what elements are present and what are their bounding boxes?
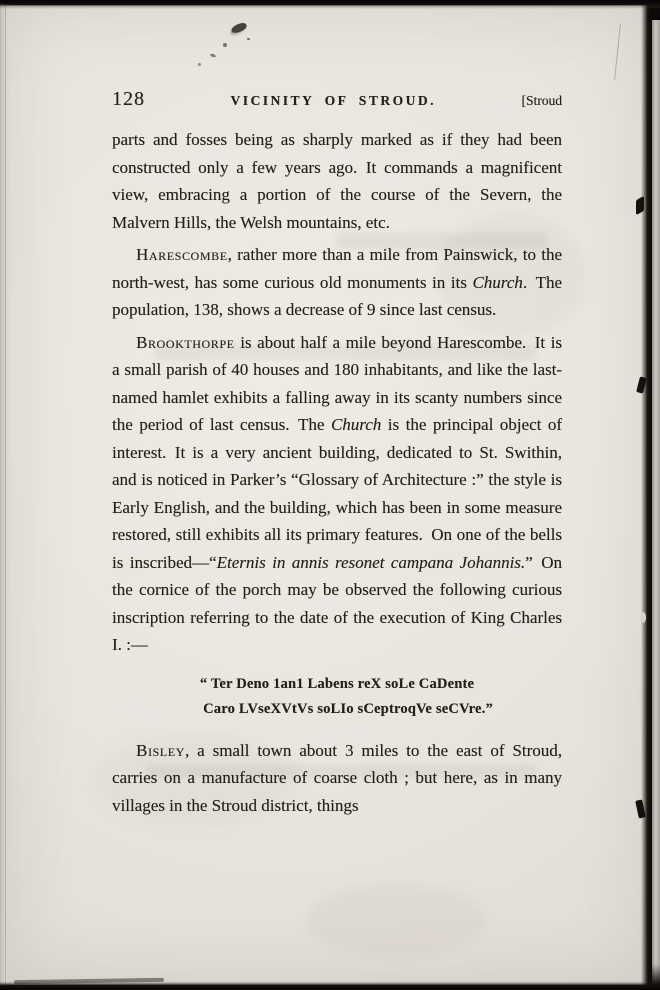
paragraph xyxy=(112,737,562,820)
text-run: . The population, 138, shows a decrease of 9 since last census. xyxy=(112,272,562,319)
text-run: Brookthorpe xyxy=(136,332,235,352)
text-run: Church xyxy=(330,415,382,434)
running-title: VICINITY OF STROUD. xyxy=(230,93,436,108)
text-run: Harescombe xyxy=(136,245,228,264)
inscription-line: Caro LVseXVtVs soLIo sCeptroqVe seCVre.” xyxy=(203,700,493,717)
paper-stain xyxy=(306,885,486,955)
top-scan-border xyxy=(0,0,660,9)
inscription-line: “ Ter Deno 1an1 Labens reX soLe CaDente xyxy=(199,675,475,692)
inscription-block xyxy=(112,672,562,722)
text-body xyxy=(112,126,562,819)
text-run: , a small town about 3 miles to the east of Stroud, carries on a manufacture of coarse cloth ; but here, as in many villages in the Stroud district, things xyxy=(112,740,562,815)
text-run: Bisley xyxy=(136,740,185,760)
text-run: , rather more than a mile from Painswick, to the north-west, has some curious old monuments in its xyxy=(112,245,562,292)
paragraph xyxy=(112,241,562,324)
text-run: is the principal object of interest. It is a very ancient building, dedicated to St. Swithin, and is noticed in Parker’s “Glossary of Architecture :” the style is Early English, and the building, which has been in some measure restored, still exhibits all its primary features. On one of the bells is inscribed—“ xyxy=(112,415,563,572)
page-edge-gap xyxy=(641,612,646,623)
page-header xyxy=(112,88,562,111)
catchword: [Stroud xyxy=(521,93,562,108)
text-run: Eternis in annis resonet campana Johannis. xyxy=(216,552,526,572)
paragraph xyxy=(112,126,562,236)
page-number: 128 xyxy=(112,88,145,110)
text-run: is about half a mile beyond Harescombe. It is a small parish of 40 houses and 180 inhabitants, and like the last-named hamlet exhibits a falling away in its scanty numbers since the period of last census. The xyxy=(112,332,562,434)
adjacent-page-edge xyxy=(652,0,660,990)
text-run: parts and fosses being as sharply marked as if they had been constructed only a few years ago. It commands a magnificent view, embracing a portion of the course of the Severn, the Malvern Hills, the Welsh mountains, etc. xyxy=(112,130,562,232)
page-edge-shadow xyxy=(641,0,652,990)
page-content xyxy=(112,88,562,819)
text-run: Church xyxy=(472,272,523,292)
left-scan-margin xyxy=(0,0,10,990)
text-run: ” On the cornice of the porch may be observed the following curious inscription referring to the date of the execution of King Charles I. :— xyxy=(112,552,562,654)
bottom-scan-border xyxy=(0,981,660,990)
paragraph xyxy=(112,329,562,659)
